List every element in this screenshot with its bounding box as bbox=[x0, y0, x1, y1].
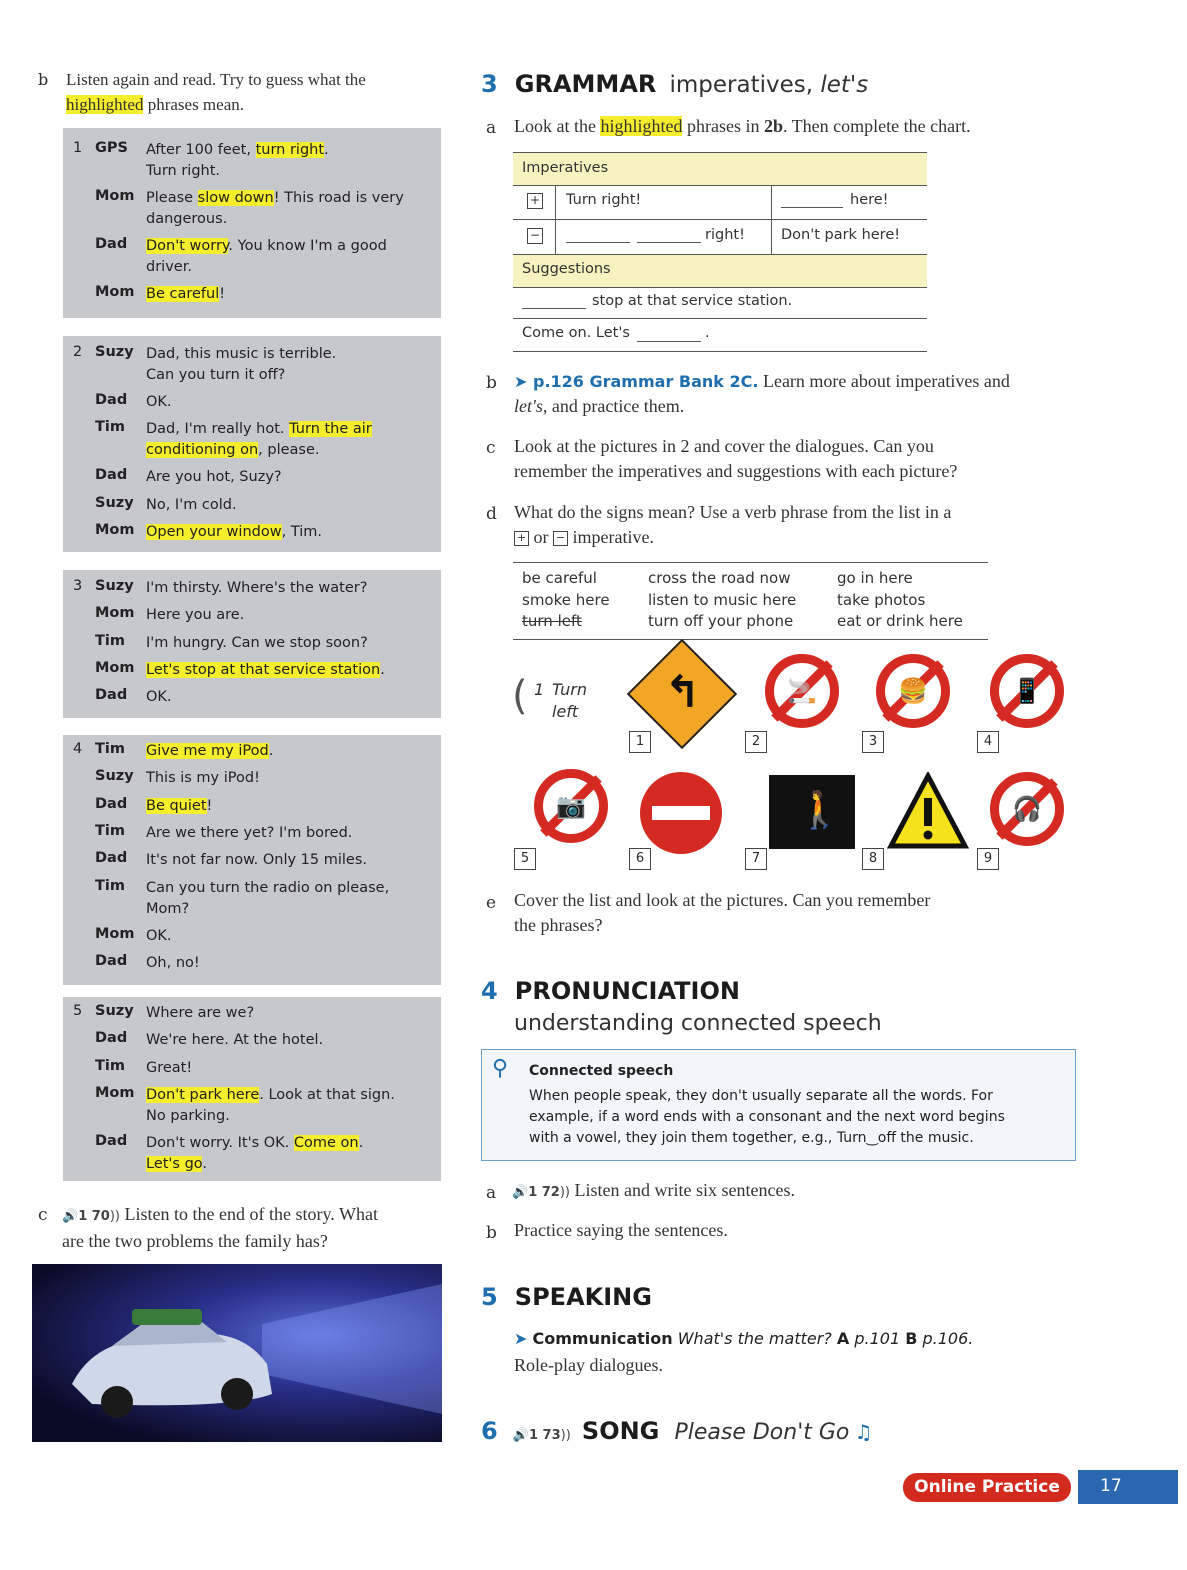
dialogue-content bbox=[146, 660, 426, 681]
speaker-name: Mom bbox=[95, 605, 135, 622]
dialogue-line bbox=[63, 1030, 441, 1057]
communication-b: B bbox=[905, 1329, 918, 1348]
arrow-right-icon: ➤ bbox=[514, 1329, 528, 1348]
dialogue-line bbox=[63, 687, 441, 714]
section-3-number: 3 bbox=[481, 70, 498, 98]
dialogue-content bbox=[146, 1085, 426, 1127]
phrase-item: be careful bbox=[522, 569, 597, 587]
grammar-bank-link-text: p.126 Grammar Bank 2C. bbox=[532, 372, 759, 391]
dialogue-line bbox=[63, 467, 441, 494]
dialogue-text: . bbox=[202, 1155, 208, 1172]
phrase-item: eat or drink here bbox=[837, 612, 963, 630]
dialogue-text: ! bbox=[206, 797, 213, 814]
dialogue-line bbox=[63, 741, 441, 768]
dialogue-line bbox=[63, 392, 441, 419]
dialogue-line bbox=[63, 284, 441, 311]
dialogue-line bbox=[63, 633, 441, 660]
dialogue-content bbox=[146, 1030, 426, 1051]
plus-box-icon: + bbox=[514, 531, 529, 546]
magnifier-icon: ⚲ bbox=[492, 1056, 509, 1081]
highlighted-phrase: Give me my iPod bbox=[146, 743, 269, 759]
dialogue-content bbox=[146, 1133, 426, 1175]
dialogue-content bbox=[146, 344, 426, 386]
dialogue-text: After 100 feet, bbox=[146, 142, 256, 158]
speaker-name: Dad bbox=[95, 392, 128, 408]
audio-icon-73[interactable]: 🔊1 73)) bbox=[512, 1428, 571, 1443]
example-number: 1 bbox=[534, 680, 545, 699]
dialogue-line bbox=[63, 522, 441, 549]
speaker-name: Suzy bbox=[95, 768, 134, 785]
audio-icon-72[interactable]: 🔊1 72)) bbox=[512, 1185, 571, 1200]
section-6-title: SONG bbox=[581, 1417, 660, 1445]
pron-b-label: b bbox=[486, 1223, 497, 1243]
grammar-a-post: . Then complete the chart. bbox=[782, 116, 971, 136]
left-b-highlighted: highlighted bbox=[66, 95, 144, 114]
sign-no-music bbox=[990, 772, 1064, 846]
chart-suggestions-header: Suggestions bbox=[522, 261, 611, 277]
grammar-c-label: c bbox=[486, 438, 496, 458]
dialogue-content bbox=[146, 495, 426, 516]
highlighted-phrase: Let's go bbox=[146, 1155, 203, 1172]
highlighted-phrase: turn right bbox=[255, 142, 325, 158]
grammar-a-bold: 2b bbox=[763, 116, 783, 136]
dialogue-content bbox=[146, 467, 426, 488]
speaker-name: Suzy bbox=[95, 494, 134, 511]
left-b-label: b bbox=[38, 70, 49, 89]
dialogue-line bbox=[63, 188, 441, 236]
communication-line[interactable] bbox=[514, 1329, 973, 1348]
speaker-name: Tim bbox=[95, 632, 125, 649]
phone-icon: 📱 bbox=[1012, 677, 1042, 705]
section-4-heading bbox=[481, 977, 740, 1005]
dialogue-text: Dad, I'm really hot. bbox=[146, 421, 290, 438]
cigarette-icon: 🚬 bbox=[787, 677, 817, 705]
grammar-d-instruction bbox=[514, 500, 1074, 550]
dialogue-text: Can you turn it off? bbox=[146, 367, 286, 383]
section-3-title: GRAMMAR bbox=[514, 70, 657, 98]
speaker-name: Mom bbox=[95, 1084, 135, 1101]
grammar-d-or: or bbox=[533, 527, 549, 547]
left-b-line1: Listen again and read. Try to guess what the bbox=[66, 70, 366, 89]
dialogue-text: . bbox=[380, 661, 385, 678]
speaker-name: Dad bbox=[95, 236, 128, 252]
audio-icon-c[interactable]: 🔊1 70)) bbox=[62, 1209, 121, 1224]
box-line-1: When people speak, they don't usually separate all the words. For bbox=[529, 1088, 993, 1104]
grammar-c-instruction bbox=[514, 434, 1074, 484]
section-3-subtitle: imperatives, bbox=[669, 72, 821, 98]
sign-number-box: 7 bbox=[745, 848, 767, 870]
grammar-bank-link[interactable]: ➤ p.126 Grammar Bank 2C. bbox=[514, 372, 759, 391]
pron-a-instruction bbox=[512, 1178, 795, 1205]
speaker-name: Dad bbox=[95, 850, 128, 867]
dialogue-text: Don't worry. It's OK. bbox=[146, 1134, 294, 1151]
minus-icon: − bbox=[527, 228, 543, 244]
dialogue-text: Here you are. bbox=[146, 607, 245, 624]
highlighted-phrase: Don't park here bbox=[146, 1086, 260, 1103]
sign-caution bbox=[887, 772, 969, 854]
grammar-a-highlighted: highlighted bbox=[600, 116, 683, 136]
phrase-item: turn off your phone bbox=[648, 612, 794, 630]
speaker-name: Mom bbox=[95, 188, 135, 204]
left-c-line1: Listen to the end of the story. What bbox=[120, 1204, 378, 1224]
audio-track-72: 1 72 bbox=[528, 1185, 560, 1200]
sign-number-box: 5 bbox=[514, 848, 536, 870]
sign-number-box: 2 bbox=[745, 731, 767, 753]
dialogue-text: No parking. bbox=[146, 1107, 230, 1124]
speaker-name: Tim bbox=[95, 1057, 125, 1074]
speaker-name: Dad bbox=[95, 795, 128, 812]
dialogue-text: This is my iPod! bbox=[146, 770, 260, 787]
speaker-name: Dad bbox=[95, 1132, 128, 1149]
speaker-name: Suzy bbox=[95, 578, 134, 594]
dialogue-text: . Look at that sign. bbox=[259, 1086, 395, 1103]
dialogue-content bbox=[146, 796, 426, 817]
dialogue-number: 5 bbox=[73, 1003, 83, 1019]
song-title: Please Don't Go bbox=[674, 1420, 850, 1445]
section-3-subtitle-italic: let's bbox=[820, 72, 869, 98]
speaker-name: Tim bbox=[95, 741, 125, 757]
dialogue-text: Are we there yet? I'm bored. bbox=[146, 824, 353, 841]
pron-a-label: a bbox=[486, 1183, 497, 1203]
footer-bar bbox=[1078, 1470, 1178, 1504]
car-photo bbox=[32, 1264, 442, 1442]
speaker-name: Mom bbox=[95, 521, 135, 538]
dialogue-text: Please bbox=[146, 190, 198, 206]
grammar-a-mid: phrases in bbox=[682, 116, 764, 136]
phrase-item: go in here bbox=[837, 569, 913, 587]
speaker-name: Suzy bbox=[95, 1003, 134, 1019]
grammar-d-label: d bbox=[486, 504, 497, 524]
dialogue-line bbox=[63, 578, 441, 605]
dialogue-text: No, I'm cold. bbox=[146, 496, 237, 513]
phrase-list bbox=[513, 562, 988, 640]
dialogue-content bbox=[146, 140, 426, 182]
sign-number-box: 8 bbox=[862, 848, 884, 870]
communication-label: Communication bbox=[532, 1329, 673, 1348]
dialogue-text: , Tim. bbox=[281, 523, 322, 540]
speaker-name: Suzy bbox=[95, 344, 134, 360]
dialogue-text: I'm hungry. Can we stop soon? bbox=[146, 634, 368, 651]
speaker-name: Dad bbox=[95, 952, 128, 969]
example-text-1: Turn bbox=[552, 680, 588, 699]
dialogue-line bbox=[63, 605, 441, 632]
phrase-item: cross the road now bbox=[648, 569, 791, 587]
phrase-item-crossed: turn left bbox=[522, 612, 582, 630]
dialogue-content bbox=[146, 392, 426, 413]
grammar-a-instruction bbox=[514, 114, 1074, 139]
sign-number-box: 3 bbox=[862, 731, 884, 753]
highlighted-phrase: Be quiet bbox=[146, 797, 207, 814]
grammar-e-label: e bbox=[486, 893, 497, 913]
sign-number-box: 1 bbox=[629, 731, 651, 753]
phrase-item: smoke here bbox=[522, 590, 610, 609]
chart-imperatives-header-row bbox=[513, 152, 927, 186]
dialogue-line bbox=[63, 1003, 441, 1030]
grammar-b-italic: let's bbox=[514, 396, 543, 416]
box-line-3: with a vowel, they join them together, e.g., Turn‿off the music. bbox=[529, 1130, 974, 1146]
sign-no-entry bbox=[640, 772, 722, 854]
chart-sugg-row-2 bbox=[513, 319, 927, 352]
highlighted-phrase: Turn the air bbox=[289, 421, 372, 438]
dialogue-text: Where are we? bbox=[146, 1005, 255, 1021]
dialogue-text: Are you hot, Suzy? bbox=[146, 469, 282, 486]
grammar-c-line1: Look at the pictures in 2 and cover the dialogues. Can you bbox=[514, 436, 934, 456]
dialogue-line bbox=[63, 953, 441, 980]
dialogue-line bbox=[63, 344, 441, 392]
dialogue-content bbox=[146, 236, 426, 278]
highlighted-phrase: conditioning on bbox=[146, 442, 259, 459]
speaker-name: GPS bbox=[95, 140, 128, 156]
dialogue-number: 3 bbox=[73, 578, 83, 594]
dialogue-text: I'm thirsty. Where's the water? bbox=[146, 580, 368, 596]
left-c-line2: are the two problems the family has? bbox=[62, 1231, 328, 1251]
dialogue-text: Oh, no! bbox=[146, 954, 200, 971]
camera-icon: 📷 bbox=[556, 792, 586, 820]
section-5-heading bbox=[481, 1283, 652, 1311]
speaker-name: Tim bbox=[95, 877, 125, 894]
grammar-d-line2-end: imperative. bbox=[572, 527, 654, 547]
highlighted-phrase: Don't worry bbox=[146, 238, 229, 254]
car-illustration bbox=[32, 1264, 442, 1442]
grammar-d-line1: What do the signs mean? Use a verb phrase from the list in a bbox=[514, 502, 952, 522]
minus-box-icon: − bbox=[553, 531, 568, 546]
dialogue-text: Can you turn the radio on please, bbox=[146, 879, 390, 896]
dialogue-line bbox=[63, 1133, 441, 1181]
highlighted-phrase: Open your window bbox=[146, 523, 282, 540]
connected-speech-box bbox=[481, 1049, 1076, 1161]
chart-row2-a: right! bbox=[705, 227, 745, 243]
sign-walk bbox=[769, 775, 855, 849]
dialogue-line bbox=[63, 660, 441, 687]
chart-imperatives-header: Imperatives bbox=[522, 160, 609, 176]
dialogue-line bbox=[63, 768, 441, 795]
dialogue-number: 4 bbox=[73, 741, 83, 757]
section-4-title: PRONUNCIATION bbox=[514, 977, 740, 1005]
dialogue-line bbox=[63, 850, 441, 877]
section-4-subtitle: understanding connected speech bbox=[514, 1011, 882, 1036]
dialogue-content bbox=[146, 605, 426, 626]
dialogue-line bbox=[63, 140, 441, 188]
communication-title: What's the matter? bbox=[672, 1329, 837, 1348]
highlighted-phrase: Let's stop at that service station bbox=[146, 661, 381, 678]
grammar-chart bbox=[513, 152, 927, 352]
dialogue-text: Mom? bbox=[146, 900, 190, 917]
dialogue-line bbox=[63, 236, 441, 284]
warning-icon bbox=[887, 772, 969, 850]
dialogue-text: . bbox=[324, 142, 329, 158]
sign-no-eating bbox=[876, 654, 950, 728]
dialogue-content bbox=[146, 1003, 426, 1024]
phrase-item: listen to music here bbox=[648, 590, 797, 609]
audio-track-73: 1 73 bbox=[528, 1428, 561, 1443]
grammar-a-pre: Look at the bbox=[514, 116, 601, 136]
chart-row-negative bbox=[513, 220, 927, 255]
sign-number-box: 6 bbox=[629, 848, 651, 870]
dialogue-text: , please. bbox=[258, 442, 320, 459]
box-title: Connected speech bbox=[529, 1063, 674, 1079]
phrase-item: take photos bbox=[837, 590, 926, 609]
dialogue-content bbox=[146, 578, 426, 599]
music-note-icon: ♫ bbox=[854, 1420, 873, 1444]
dialogue-text: ! This road is very bbox=[273, 190, 404, 206]
dialogue-line bbox=[63, 823, 441, 850]
dialogue-text: It's not far now. Only 15 miles. bbox=[146, 852, 367, 869]
dialogue-line bbox=[63, 926, 441, 953]
dialogue-line bbox=[63, 878, 441, 926]
plus-icon: + bbox=[527, 193, 543, 209]
page-number: 17 bbox=[1100, 1476, 1122, 1496]
pron-a-text: Listen and write six sentences. bbox=[570, 1180, 795, 1200]
left-c-instruction bbox=[62, 1202, 452, 1254]
dialogue-text: ! bbox=[219, 286, 226, 302]
grammar-b-text: Learn more about imperatives and bbox=[758, 371, 1010, 391]
dialogue-content bbox=[146, 926, 426, 947]
dialogue-text: Turn right. bbox=[146, 163, 221, 179]
chart-sugg2: Come on. Let's bbox=[522, 325, 630, 341]
highlighted-phrase: slow down bbox=[197, 190, 274, 206]
dialogue-line bbox=[63, 796, 441, 823]
dialogue-content bbox=[146, 1058, 426, 1079]
dialogue-content bbox=[146, 823, 426, 844]
dialogue-content bbox=[146, 522, 426, 543]
dialogue-content bbox=[146, 188, 426, 230]
dialogue-line bbox=[63, 1058, 441, 1085]
grammar-e-line1: Cover the list and look at the pictures. Can you remember bbox=[514, 890, 931, 910]
dialogue-content bbox=[146, 850, 426, 871]
speaker-name: Dad bbox=[95, 687, 128, 704]
dialogue-text: Great! bbox=[146, 1059, 193, 1076]
dialogue-content bbox=[146, 687, 426, 708]
sign-number-box: 9 bbox=[977, 848, 999, 870]
speaker-name: Mom bbox=[95, 659, 135, 676]
dialogue-text: We're here. At the hotel. bbox=[146, 1032, 324, 1049]
chart-row1-a: Turn right! bbox=[566, 192, 642, 208]
sign-no-phone bbox=[990, 654, 1064, 728]
speaker-name: Tim bbox=[95, 822, 125, 839]
sign-no-photos bbox=[534, 769, 608, 843]
section-5-title: SPEAKING bbox=[514, 1283, 652, 1311]
communication-a: A bbox=[836, 1329, 850, 1348]
grammar-c-line2: remember the imperatives and suggestions with each picture? bbox=[514, 461, 958, 481]
speaker-name: Tim bbox=[95, 419, 125, 436]
dialogue-content bbox=[146, 633, 426, 654]
dialogue-text: . You know I'm a good bbox=[228, 238, 387, 254]
communication-a-page: p.101 bbox=[849, 1329, 906, 1348]
box-line-2: example, if a word ends with a consonant and the next word begins bbox=[529, 1109, 1005, 1125]
chart-row2-b: Don't park here! bbox=[781, 227, 901, 243]
example-text-2: left bbox=[552, 702, 579, 721]
left-b-line2: phrases mean. bbox=[143, 95, 245, 114]
speaker-name: Dad bbox=[95, 1030, 128, 1047]
section-4-number: 4 bbox=[481, 977, 498, 1005]
grammar-b-label: b bbox=[486, 373, 497, 393]
dialogue-line bbox=[63, 1085, 441, 1133]
dialogue-content bbox=[146, 419, 426, 461]
dialogue-content bbox=[146, 953, 426, 974]
roleplay-text: Role-play dialogues. bbox=[514, 1355, 663, 1375]
audio-track-c: 1 70 bbox=[78, 1209, 110, 1224]
dialogue-number: 1 bbox=[73, 140, 83, 156]
dialogue-line bbox=[63, 419, 441, 467]
dialogue-content bbox=[146, 284, 426, 305]
chart-sugg2-end: . bbox=[705, 325, 710, 341]
chart-row-positive bbox=[513, 185, 927, 220]
dialogue-content bbox=[146, 768, 426, 789]
food-icon: 🍔 bbox=[898, 677, 928, 705]
pron-b-instruction: Practice saying the sentences. bbox=[514, 1220, 728, 1240]
sign-number-box: 4 bbox=[977, 731, 999, 753]
online-practice-button[interactable]: Online Practice bbox=[903, 1473, 1071, 1502]
dialogue-number: 2 bbox=[73, 344, 83, 360]
walking-person-icon: 🚶 bbox=[797, 790, 842, 831]
left-c-label: c bbox=[38, 1205, 48, 1225]
dialogue-text: dangerous. bbox=[146, 211, 228, 227]
chart-sugg-row-1 bbox=[513, 288, 927, 319]
dialogue-text: OK. bbox=[146, 689, 172, 706]
dialogue-text: OK. bbox=[146, 927, 172, 944]
grammar-e-line2: the phrases? bbox=[514, 915, 603, 935]
section-3-heading bbox=[481, 70, 868, 98]
highlighted-phrase: Come on bbox=[293, 1134, 359, 1151]
headphones-icon: 🎧 bbox=[1012, 795, 1042, 823]
speaker-name: Mom bbox=[95, 925, 135, 942]
grammar-a-label: a bbox=[486, 118, 497, 138]
speaker-name: Dad bbox=[95, 467, 128, 484]
dialogue-text: driver. bbox=[146, 259, 192, 275]
chart-row1-b: here! bbox=[850, 192, 889, 208]
section-6-number: 6 bbox=[481, 1417, 498, 1445]
dialogue-text: . bbox=[268, 743, 274, 759]
dialogue-line bbox=[63, 495, 441, 522]
communication-b-page: p.106. bbox=[917, 1329, 974, 1348]
dialogue-text: Dad, this music is terrible. bbox=[146, 346, 337, 362]
section-5-number: 5 bbox=[481, 1283, 498, 1311]
arrow-icon: ↰ bbox=[664, 667, 701, 718]
speaker-name: Mom bbox=[95, 284, 135, 300]
sign-no-smoking bbox=[765, 654, 839, 728]
section-6-heading bbox=[481, 1417, 872, 1445]
chart-suggestions-header-row bbox=[513, 255, 927, 288]
dialogue-content bbox=[146, 878, 426, 920]
grammar-b-instruction bbox=[514, 369, 1074, 419]
left-b-instruction bbox=[66, 67, 446, 117]
chart-sugg1: stop at that service station. bbox=[592, 293, 793, 309]
grammar-e-instruction bbox=[514, 888, 1074, 938]
dialogue-text: OK. bbox=[146, 394, 172, 410]
dialogue-content bbox=[146, 741, 426, 762]
dialogue-text: . bbox=[358, 1134, 364, 1151]
highlighted-phrase: Be careful bbox=[146, 286, 220, 302]
grammar-b-text2: , and practice them. bbox=[542, 396, 685, 416]
